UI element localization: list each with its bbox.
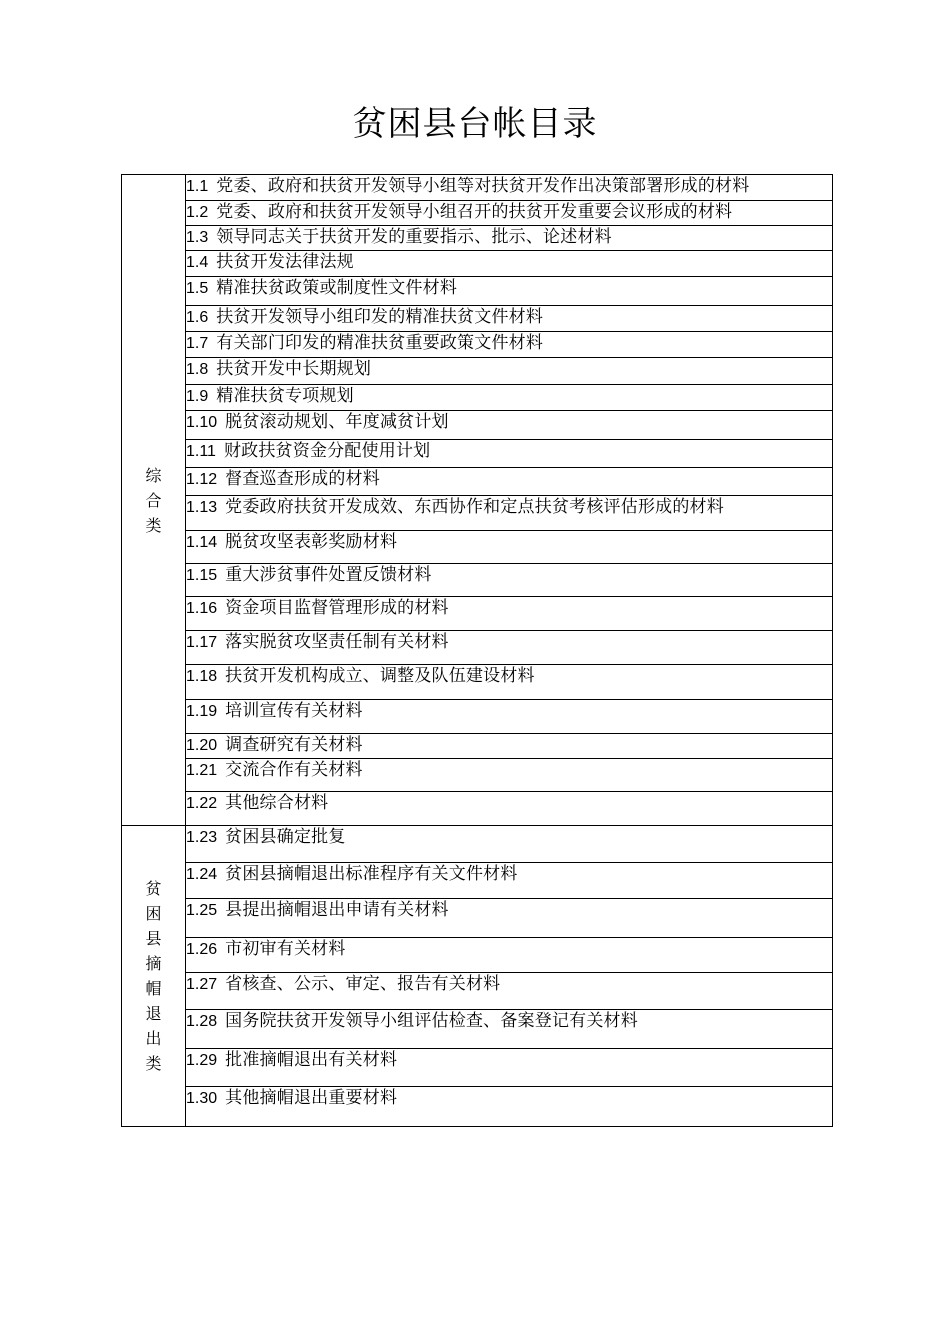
ledger-body — [122, 175, 833, 1127]
item-text: 扶贫开发领导小组印发的精准扶贫文件材料 — [216, 307, 544, 327]
item-number: 1.19 — [186, 703, 218, 720]
table-row — [122, 700, 833, 734]
table-row — [122, 411, 833, 440]
item-cell — [186, 899, 833, 938]
item-cell — [186, 973, 833, 1010]
item-text: 其他摘帽退出重要材料 — [225, 1088, 398, 1108]
item-number: 1.21 — [186, 762, 218, 779]
item-cell — [186, 440, 833, 468]
table-row — [122, 792, 833, 826]
item-text: 脱贫滚动规划、年度减贫计划 — [225, 412, 449, 432]
table-row — [122, 1087, 833, 1127]
item-number: 1.22 — [186, 795, 218, 812]
item-text: 扶贫开发中长期规划 — [216, 359, 372, 379]
item-text: 扶贫开发机构成立、调整及队伍建设材料 — [225, 666, 535, 686]
item-number: 1.14 — [186, 534, 218, 551]
item-cell — [186, 226, 833, 251]
table-row — [122, 863, 833, 899]
item-text: 精准扶贫专项规划 — [216, 386, 354, 406]
page-title: 贫困县台帐目录 — [352, 104, 598, 144]
item-number: 1.7 — [186, 335, 209, 352]
item-cell — [186, 792, 833, 826]
item-number: 1.10 — [186, 414, 218, 431]
item-number: 1.20 — [186, 737, 218, 754]
table-row — [122, 531, 833, 564]
item-cell — [186, 175, 833, 201]
item-text: 有关部门印发的精准扶贫重要政策文件材料 — [216, 333, 544, 353]
table-row — [122, 468, 833, 496]
item-cell — [186, 1049, 833, 1087]
item-number: 1.13 — [186, 499, 218, 516]
item-number: 1.5 — [186, 280, 209, 297]
item-number: 1.3 — [186, 229, 209, 246]
item-text: 脱贫攻坚表彰奖励材料 — [225, 532, 398, 552]
item-text: 领导同志关于扶贫开发的重要指示、批示、论述材料 — [216, 227, 612, 247]
item-number: 1.23 — [186, 829, 218, 846]
item-cell — [186, 734, 833, 759]
item-cell — [186, 597, 833, 631]
item-text: 党委政府扶贫开发成效、东西协作和定点扶贫考核评估形成的材料 — [225, 497, 724, 517]
table-row — [122, 358, 833, 385]
item-text: 贫困县确定批复 — [225, 827, 346, 847]
table-row — [122, 175, 833, 201]
item-cell — [186, 759, 833, 792]
table-row — [122, 938, 833, 973]
item-text: 资金项目监督管理形成的材料 — [225, 598, 449, 618]
item-text: 督查巡查形成的材料 — [225, 469, 380, 489]
item-cell — [186, 277, 833, 306]
item-cell — [186, 201, 833, 226]
table-row — [122, 306, 833, 332]
item-text: 党委、政府和扶贫开发领导小组召开的扶贫开发重要会议形成的材料 — [216, 202, 733, 222]
item-text: 贫困县摘帽退出标准程序有关文件材料 — [225, 864, 518, 884]
table-row — [122, 226, 833, 251]
item-cell — [186, 700, 833, 734]
item-number: 1.4 — [186, 254, 209, 271]
item-number: 1.6 — [186, 309, 209, 326]
item-cell — [186, 306, 833, 332]
item-text: 县提出摘帽退出申请有关材料 — [225, 900, 449, 920]
item-cell — [186, 496, 833, 531]
item-cell — [186, 411, 833, 440]
item-cell — [186, 863, 833, 899]
item-number: 1.29 — [186, 1052, 218, 1069]
item-cell — [186, 332, 833, 358]
ledger-table — [121, 174, 833, 1127]
table-row — [122, 1010, 833, 1049]
category-cell — [122, 826, 186, 1127]
item-cell — [186, 938, 833, 973]
table-row — [122, 973, 833, 1010]
item-text: 重大涉贫事件处置反馈材料 — [225, 565, 432, 585]
item-number: 1.30 — [186, 1090, 218, 1107]
item-number: 1.18 — [186, 668, 218, 685]
table-row — [122, 440, 833, 468]
item-number: 1.15 — [186, 567, 218, 584]
item-text: 党委、政府和扶贫开发领导小组等对扶贫开发作出决策部署形成的材料 — [216, 176, 750, 196]
item-cell — [186, 358, 833, 385]
item-text: 调查研究有关材料 — [225, 735, 363, 755]
item-number: 1.1 — [186, 178, 209, 195]
category-cell — [122, 175, 186, 826]
item-text: 培训宣传有关材料 — [225, 701, 363, 721]
table-row — [122, 496, 833, 531]
item-number: 1.25 — [186, 902, 218, 919]
item-number: 1.9 — [186, 388, 209, 405]
table-row — [122, 665, 833, 700]
item-cell — [186, 251, 833, 277]
item-text: 市初审有关材料 — [225, 939, 346, 959]
item-cell — [186, 531, 833, 564]
table-row — [122, 759, 833, 792]
item-text: 精准扶贫政策或制度性文件材料 — [216, 278, 458, 298]
table-row — [122, 251, 833, 277]
item-cell — [186, 385, 833, 411]
item-number: 1.27 — [186, 976, 218, 993]
item-text: 批准摘帽退出有关材料 — [225, 1050, 398, 1070]
table-row — [122, 734, 833, 759]
item-text: 落实脱贫攻坚责任制有关材料 — [225, 632, 449, 652]
item-text: 交流合作有关材料 — [225, 760, 363, 780]
table-row — [122, 899, 833, 938]
table-row — [122, 826, 833, 863]
item-number: 1.28 — [186, 1013, 218, 1030]
table-row — [122, 631, 833, 665]
table-row — [122, 564, 833, 597]
item-text: 其他综合材料 — [225, 793, 329, 813]
item-cell — [186, 468, 833, 496]
item-text: 省核查、公示、审定、报告有关材料 — [225, 974, 501, 994]
item-cell — [186, 631, 833, 665]
table-row — [122, 277, 833, 306]
item-number: 1.24 — [186, 866, 218, 883]
item-cell — [186, 1087, 833, 1127]
table-row — [122, 201, 833, 226]
item-text: 国务院扶贫开发领导小组评估检查、备案登记有关材料 — [225, 1011, 638, 1031]
table-row — [122, 597, 833, 631]
category-label: 综合类 — [145, 465, 162, 535]
item-number: 1.2 — [186, 204, 209, 221]
item-number: 1.12 — [186, 471, 218, 488]
item-cell — [186, 826, 833, 863]
item-cell — [186, 1010, 833, 1049]
item-number: 1.26 — [186, 941, 218, 958]
table-row — [122, 1049, 833, 1087]
item-number: 1.17 — [186, 634, 218, 651]
table-row — [122, 385, 833, 411]
item-text: 财政扶贫资金分配使用计划 — [223, 441, 431, 461]
table-row — [122, 332, 833, 358]
item-number: 1.11 — [186, 443, 216, 460]
item-text: 扶贫开发法律法规 — [216, 252, 354, 272]
item-number: 1.8 — [186, 361, 209, 378]
item-cell — [186, 564, 833, 597]
category-label: 贫困县摘帽退出类 — [145, 879, 162, 1073]
item-cell — [186, 665, 833, 700]
item-number: 1.16 — [186, 600, 218, 617]
